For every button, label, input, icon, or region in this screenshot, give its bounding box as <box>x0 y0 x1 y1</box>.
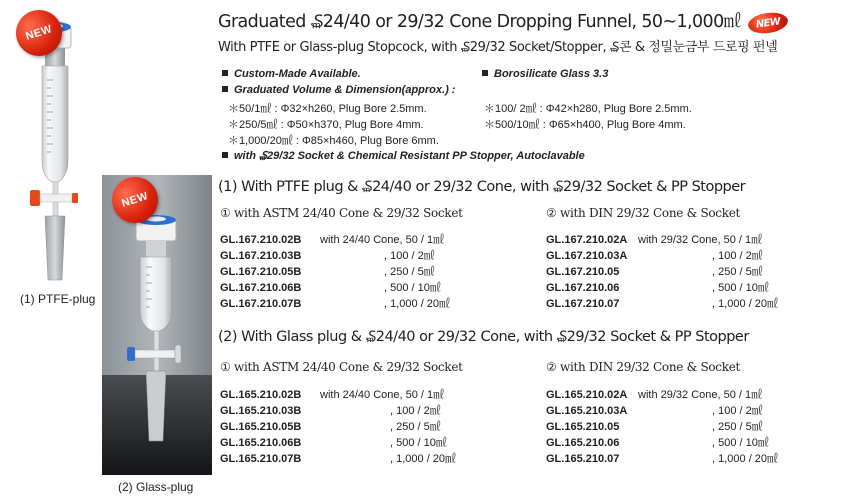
spec-graduated <box>222 84 455 96</box>
table-row <box>220 452 456 466</box>
catalog-desc: , 500 / 10㎖ <box>390 437 447 449</box>
catalog-code: GL.167.210.02A <box>546 234 628 246</box>
catalog-desc: , 1,000 / 20㎖ <box>384 298 451 310</box>
title-line1-text: Graduated ₷24/40 or 29/32 Cone Dropping Funnel, 50~1,000㎖ <box>218 12 741 32</box>
new-badge: NEW <box>10 4 68 62</box>
catalog-code: GL.167.210.03B <box>220 250 302 262</box>
table-row <box>220 297 450 311</box>
catalog-desc: , 100 / 2㎖ <box>384 250 435 262</box>
glass-plug-caption: (2) Glass-plug <box>118 480 194 494</box>
table-row <box>546 297 778 311</box>
catalog-code: GL.167.210.06B <box>220 282 302 294</box>
spec-borosilicate-text: Borosilicate Glass 3.3 <box>494 68 609 80</box>
catalog-desc: , 1,000 / 20㎖ <box>390 453 457 465</box>
catalog-desc: with 24/40 Cone, 50 / 1㎖ <box>320 234 445 246</box>
section2-title: (2) With Glass plug & ₷24/40 or 29/32 Cone, with ₷29/32 Socket & PP Stopper <box>218 329 749 345</box>
catalog-code: GL.167.210.02B <box>220 234 302 246</box>
catalog-code: GL.167.210.06 <box>546 282 620 294</box>
spec-item: ＊1,000/20㎖ : Φ85×h460, Plug Bore 6mm. <box>228 135 439 147</box>
catalog-desc: with 29/32 Cone, 50 / 1㎖ <box>638 234 763 246</box>
catalog-code: GL.167.210.03A <box>546 250 628 262</box>
table-row <box>220 404 441 418</box>
glass-funnel-illustration <box>102 175 212 475</box>
catalog-code: GL.165.210.07 <box>546 453 620 465</box>
catalog-desc: , 100 / 2㎖ <box>390 405 441 417</box>
catalog-code: GL.165.210.05 <box>546 421 620 433</box>
ptfe-plug-caption: (1) PTFE-plug <box>20 292 96 306</box>
table-row <box>220 249 435 263</box>
spec-custom <box>222 68 361 80</box>
new-badge-glass: NEW <box>106 171 164 229</box>
table-row <box>546 452 778 466</box>
table-row <box>546 281 769 295</box>
table-row <box>546 233 762 247</box>
section2-right-subtitle: ② with DIN 29/32 Cone & Socket <box>546 360 741 374</box>
catalog-desc: , 100 / 2㎖ <box>712 250 763 262</box>
catalog-code: GL.165.210.03A <box>546 405 628 417</box>
catalog-code: GL.165.210.05B <box>220 421 302 433</box>
catalog-code: GL.165.210.06B <box>220 437 302 449</box>
spec-item: ＊50/1㎖ : Φ32×h260, Plug Bore 2.5mm. <box>228 103 427 115</box>
table-row <box>546 436 769 450</box>
section1-title: (1) With PTFE plug & ₷24/40 or 29/32 Cone, with ₷29/32 Socket & PP Stopper <box>218 179 746 195</box>
spec-borosilicate <box>482 68 608 80</box>
catalog-desc: , 1,000 / 20㎖ <box>712 453 779 465</box>
catalog-code: GL.165.210.02A <box>546 389 628 401</box>
spec-graduated-text: Graduated Volume & Dimension(approx.) : <box>234 84 456 96</box>
table-row <box>220 436 447 450</box>
catalog-desc: , 250 / 5㎖ <box>712 266 763 278</box>
page-subtitle: With PTFE or Glass-plug Stopcock, with ₷29/32 Socket/Stopper, ₷콘 & 정밀눈금부 드로핑 펀넬 <box>218 40 778 55</box>
table-row <box>220 388 444 402</box>
spec-item: ＊250/5㎖ : Φ50×h370, Plug Bore 4mm. <box>228 119 424 131</box>
table-row <box>546 265 763 279</box>
table-row <box>220 420 441 434</box>
new-badge-title: NEW <box>747 10 789 35</box>
catalog-code: GL.165.210.03B <box>220 405 302 417</box>
catalog-desc: , 500 / 10㎖ <box>712 282 769 294</box>
catalog-desc: with 24/40 Cone, 50 / 1㎖ <box>320 389 445 401</box>
bullet-square-icon <box>482 70 488 76</box>
spec-custom-text: Custom-Made Available. <box>234 68 361 80</box>
table-row <box>546 404 763 418</box>
catalog-desc: , 100 / 2㎖ <box>712 405 763 417</box>
table-row <box>220 233 444 247</box>
bullet-square-icon <box>222 152 228 158</box>
catalog-desc: , 500 / 10㎖ <box>712 437 769 449</box>
table-row <box>546 249 763 263</box>
catalog-code: GL.167.210.07 <box>546 298 620 310</box>
catalog-desc: , 1,000 / 20㎖ <box>712 298 779 310</box>
spec-item: ＊500/10㎖ : Φ65×h400, Plug Bore 4mm. <box>484 119 686 131</box>
spec-socket-note <box>222 148 585 163</box>
section1-right-subtitle: ② with DIN 29/32 Cone & Socket <box>546 206 741 220</box>
catalog-desc: , 250 / 5㎖ <box>384 266 435 278</box>
catalog-desc: , 500 / 10㎖ <box>384 282 441 294</box>
table-row <box>546 388 762 402</box>
catalog-desc: , 250 / 5㎖ <box>390 421 441 433</box>
glass-funnel-photo <box>102 175 212 475</box>
catalog-code: GL.165.210.06 <box>546 437 620 449</box>
bullet-square-icon <box>222 86 228 92</box>
catalog-code: GL.165.210.02B <box>220 389 302 401</box>
catalog-code: GL.165.210.07B <box>220 453 302 465</box>
spec-item: ＊100/ 2㎖ : Φ42×h280, Plug Bore 2.5mm. <box>484 103 692 115</box>
catalog-code: GL.167.210.07B <box>220 298 302 310</box>
section1-left-subtitle: ① with ASTM 24/40 Cone & 29/32 Socket <box>220 206 463 220</box>
catalog-desc: with 29/32 Cone, 50 / 1㎖ <box>638 389 763 401</box>
page-title <box>218 8 788 33</box>
spec-socket-note-text: with ₷29/32 Socket & Chemical Resistant PP Stopper, Autoclavable <box>234 150 585 162</box>
section2-left-subtitle: ① with ASTM 24/40 Cone & 29/32 Socket <box>220 360 463 374</box>
table-row <box>220 281 441 295</box>
catalog-desc: , 250 / 5㎖ <box>712 421 763 433</box>
bullet-square-icon <box>222 70 228 76</box>
table-row <box>546 420 763 434</box>
catalog-code: GL.167.210.05 <box>546 266 620 278</box>
table-row <box>220 265 435 279</box>
catalog-code: GL.167.210.05B <box>220 266 302 278</box>
